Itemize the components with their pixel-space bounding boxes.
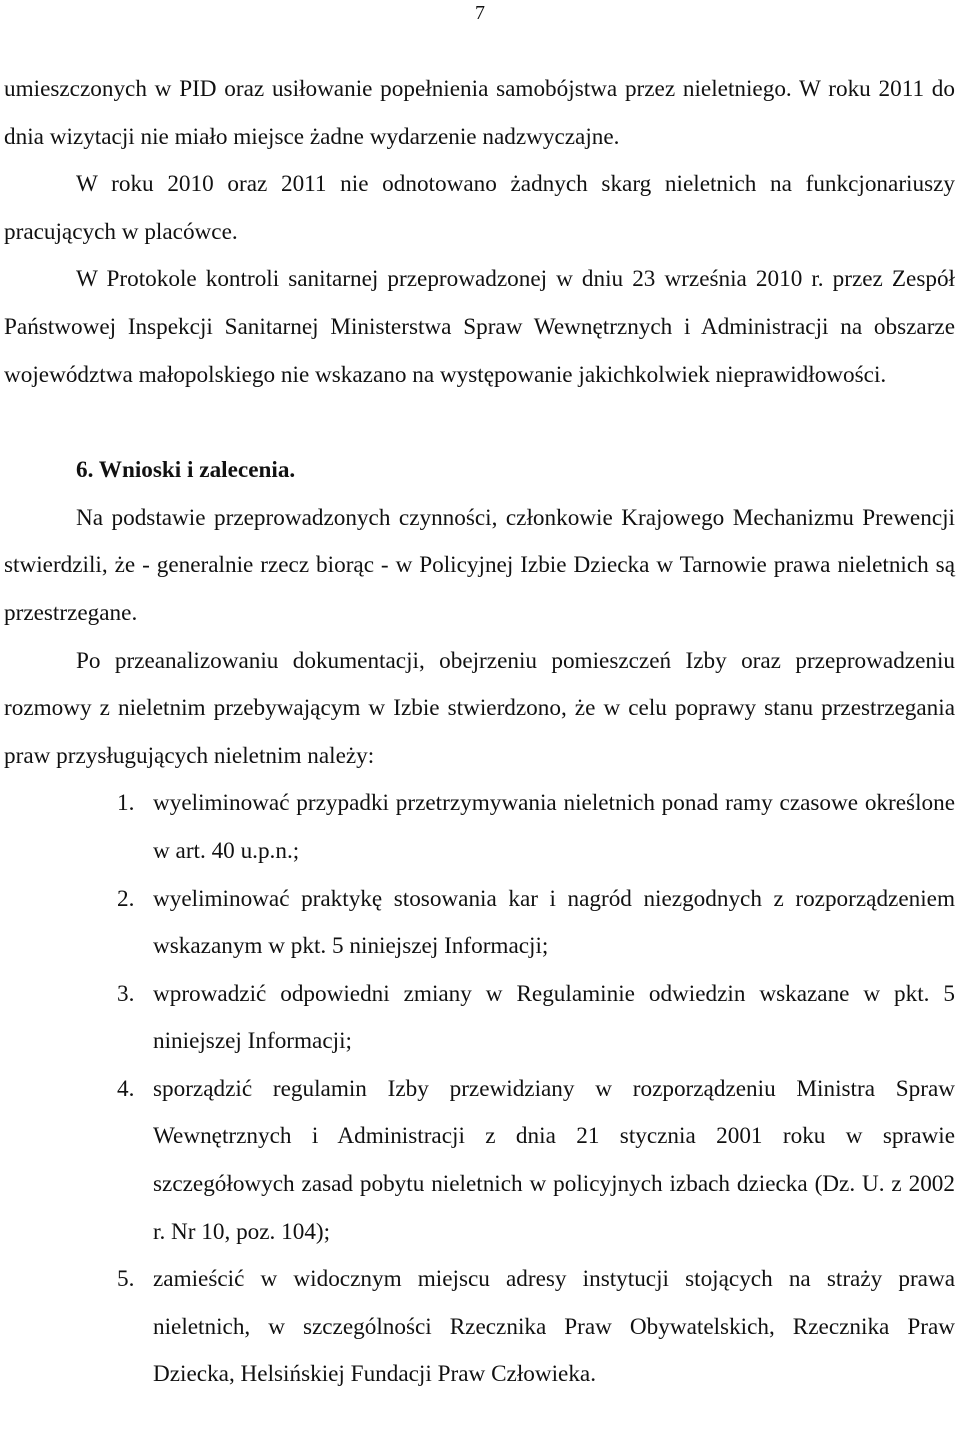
document-body <box>4 66 955 1399</box>
section-spacer <box>4 399 955 447</box>
page-number: 7 <box>475 2 485 24</box>
recommendations-list <box>4 780 955 1399</box>
paragraph-complaints: W roku 2010 oraz 2011 nie odnotowano żadnych skarg nieletnich na funkcjonariuszy pracujących w placówce. <box>4 171 955 245</box>
list-item-text: wyeliminować praktykę stosowania kar i nagród niezgodnych z rozporządzeniem wskazanym w pkt. 5 niniejszej Informacji; <box>153 885 955 960</box>
list-item-number: 5. <box>117 1266 135 1293</box>
list-item <box>4 971 955 1066</box>
list-item-text: wyeliminować przypadki przetrzymywania nieletnich ponad ramy czasowe określone w art. 40 u.p.n.; <box>153 790 955 864</box>
list-item-number: 1. <box>117 790 135 817</box>
paragraph-pid-incidents: umieszczonych w PID oraz usiłowanie popełnienia samobójstwa przez nieletniego. W roku 2011 do dnia wizytacji nie miało miejsce żadne wydarzenie nadzwyczajne. <box>4 76 955 150</box>
list-item-text: wprowadzić odpowiedni zmiany w Regulaminie odwiedzin wskazane w pkt. 5 niniejszej Informacji; <box>153 980 955 1055</box>
list-item <box>4 876 955 971</box>
list-item <box>4 1066 955 1256</box>
list-item-text: zamieścić w widocznym miejscu adresy instytucji stojących na straży prawa nieletnich, w szczególności Rzecznika Praw Obywatelskich, Rzecznika Praw Dziecka, Helsińskiej Fundacji Praw Człowieka. <box>153 1266 955 1388</box>
paragraph-recommendations-intro: Po przeanalizowaniu dokumentacji, obejrzeniu pomieszczeń Izby oraz przeprowadzeniu rozmowy z nieletnim przebywającym w Izbie stwierdzono, że w celu poprawy stanu przestrzegania praw przysługujących nieletnim należy: <box>4 647 955 769</box>
list-item-number: 2. <box>117 885 135 912</box>
list-item <box>4 780 955 875</box>
section-heading: 6. Wnioski i zalecenia. <box>76 457 296 484</box>
list-item <box>4 1256 955 1399</box>
list-item-number: 3. <box>117 980 135 1007</box>
list-item-number: 4. <box>117 1075 135 1102</box>
list-item-text: sporządzić regulamin Izby przewidziany w rozporządzeniu Ministra Spraw Wewnętrznych i Administracji z dnia 21 stycznia 2001 roku w sprawie szczegółowych zasad pobytu nieletnich w policyjnych izbach dziecka (Dz. U. z 2002 r. Nr 10, poz. 104); <box>153 1075 955 1245</box>
paragraph-conclusions: Na podstawie przeprowadzonych czynności, członkowie Krajowego Mechanizmu Prewencji stwierdzili, że - generalnie rzecz biorąc - w Policyjnej Izbie Dziecka w Tarnowie prawa nieletnich są przestrzegane. <box>4 504 955 626</box>
paragraph-sanitary-inspection: W Protokole kontroli sanitarnej przeprowadzonej w dniu 23 września 2010 r. przez Zespół Państwowej Inspekcji Sanitarnej Ministerstwa Spraw Wewnętrznych i Administracji na obszarze województwa małopolskiego nie wskazano na występowanie jakichkolwiek nieprawidłowości. <box>4 266 955 388</box>
